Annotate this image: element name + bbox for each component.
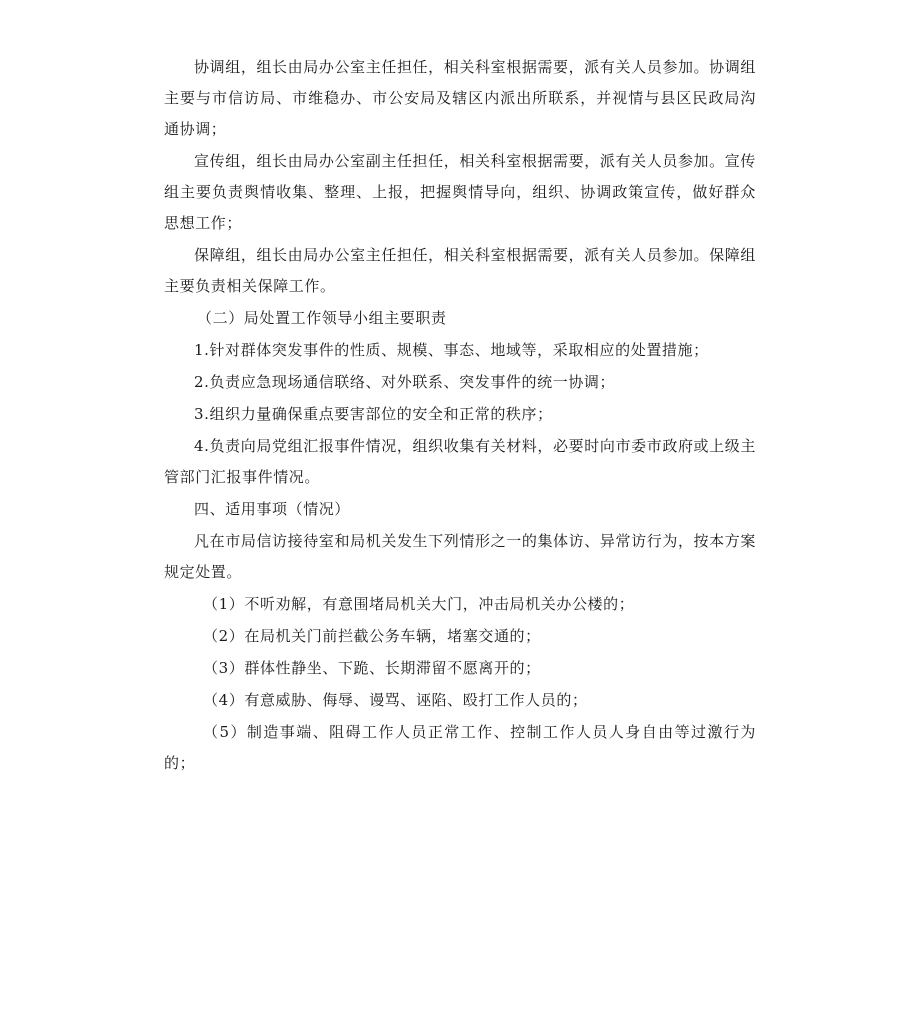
case-item-1: （1）不听劝解，有意围堵局机关大门，冲击局机关办公楼的； [203,595,635,613]
case-item-5: （5）制造事端、阻碍工作人员正常工作、控制工作人员人身自由等过激行为的； [164,723,756,772]
paragraph-applicable-intro: 凡在市局信访接待室和局机关发生下列情形之一的集体访、异常访行为，按本方案规定处置。 [164,532,756,581]
section-heading-applicable-matters: 四、适用事项（情况） [194,500,351,518]
duty-item-2: 2.负责应急现场通信联络、对外联系、突发事件的统一协调； [194,373,616,391]
case-item-2: （2）在局机关门前拦截公务车辆，堵塞交通的； [203,627,541,645]
section-heading-leadership-duties: （二）局处置工作领导小组主要职责 [197,309,447,327]
document-page [164,52,756,780]
duty-item-4: 4.负责向局党组汇报事件情况，组织收集有关材料，必要时向市委市政府或上级主管部门汇报事件情况。 [164,437,756,486]
case-item-4: （4）有意威胁、侮辱、谩骂、诬陷、殴打工作人员的； [203,691,588,709]
paragraph-coordination-group: 协调组，组长由局办公室主任担任，相关科室根据需要，派有关人员参加。协调组主要与市信访局、市维稳办、市公安局及辖区内派出所联系，并视情与县区民政局沟通协调； [164,58,756,138]
duty-item-3: 3.组织力量确保重点要害部位的安全和正常的秩序； [194,405,553,423]
duty-item-1: 1.针对群体突发事件的性质、规模、事态、地域等，采取相应的处置措施； [194,341,709,359]
case-item-3: （3）群体性静坐、下跪、长期滞留不愿离开的； [203,659,541,677]
paragraph-publicity-group: 宣传组，组长由局办公室副主任担任，相关科室根据需要，派有关人员参加。宣传组主要负责舆情收集、整理、上报，把握舆情导向，组织、协调政策宣传，做好群众思想工作； [164,152,756,232]
paragraph-support-group: 保障组，组长由局办公室主任担任，相关科室根据需要，派有关人员参加。保障组主要负责相关保障工作。 [164,246,756,295]
